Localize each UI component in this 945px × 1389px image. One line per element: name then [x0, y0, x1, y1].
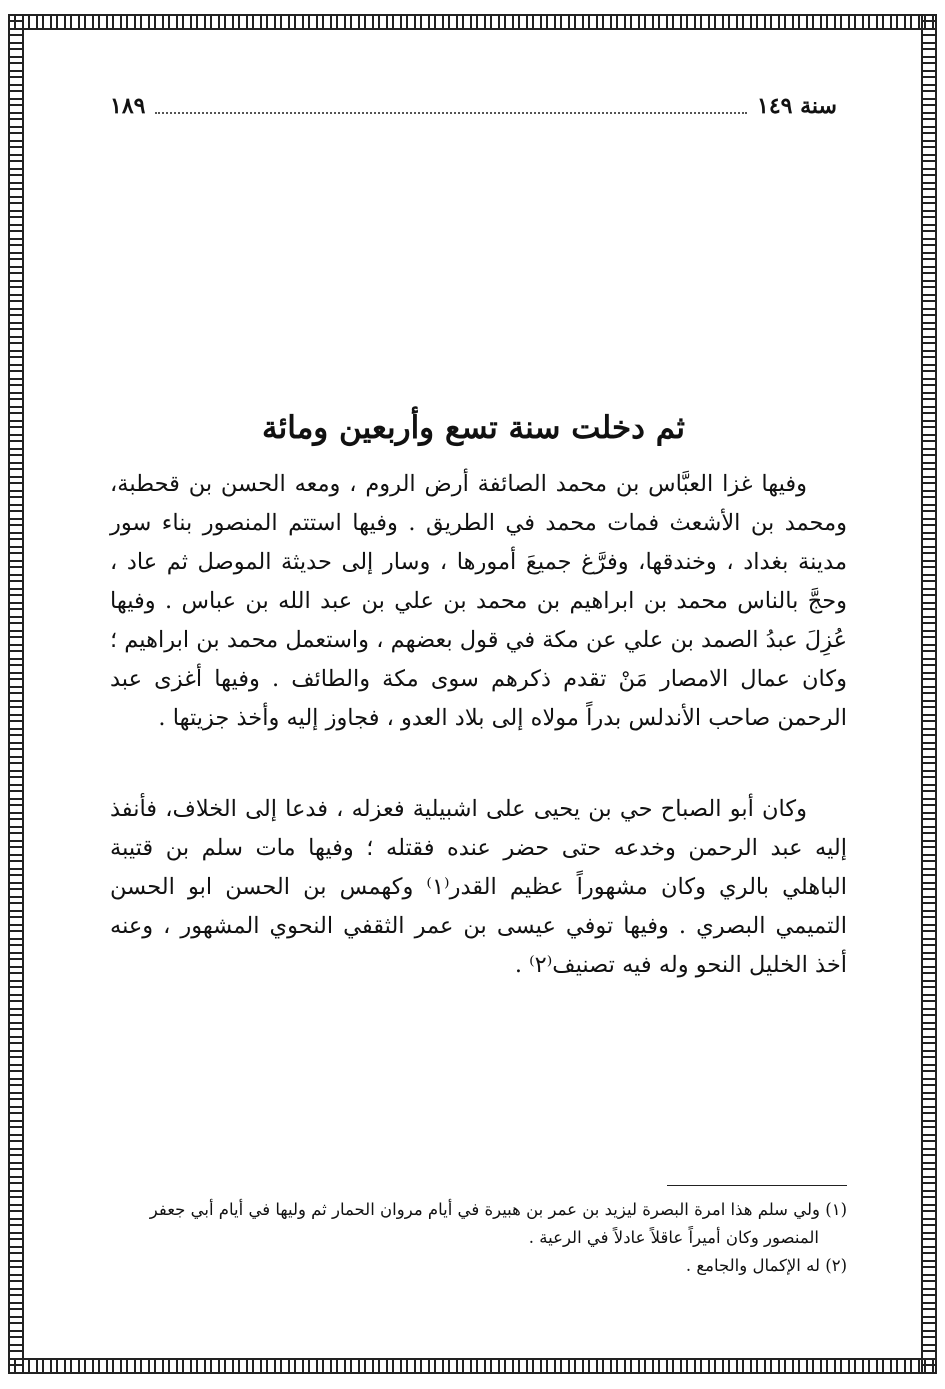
paragraph-text: وفيها غزا العبَّاس بن محمد الصائفة أرض الروم ، ومعه الحسن بن قحطبة، ومحمد بن الأشعث فمات محمد في الطريق . وفيها استتم المنصور بناء سور مدينة بغداد ، وخندقها، وفرَّغ جميعَ أمورها ، وسار إلى حديثة الموصل ثم عاد ، وحجَّ بالناس محمد بن ابراهيم بن محمد بن علي بن عبد الله بن عباس . وفيها عُزِلَ عبدُ الصمد بن علي عن مكة في قول بعضهم ، واستعمل محمد بن ابراهيم ؛ وكان عمال الامصار مَنْ تقدم ذكرهم سوى مكة والطائف . وفيها أغزى عبد الرحمن صاحب الأندلس بدراً مولاه إلى بلاد العدو ، فجاوز إليه وأخذ جزيتها .: [110, 471, 847, 731]
body-paragraph-2: [110, 790, 847, 985]
paragraph-text: وكان أبو الصباح حي بن يحيى على اشبيلية فعزله ، فدعا إلى الخلاف، فأنفذ إليه عبد الرحمن وخدعه حتى حضر عنده فقتله ؛ وفيها مات سلم بن قتيبة الباهلي بالري وكان مشهوراً عظيم القدر⁽١⁾ وكهمس بن الحسن ابو الحسن التميمي البصري . وفيها توفي عيسى بن عمر الثقفي النحوي المشهور ، وعنه أخذ الخليل النحو وله فيه تصنيف⁽٢⁾ .: [110, 796, 847, 978]
footnote-2: (٢) له الإكمال والجامع .: [685, 1256, 847, 1275]
footnote-1: (١) ولي سلم هذا امرة البصرة ليزيد بن عمر بن هبيرة في أيام مروان الحمار ثم وليها في أيام أبي جعفر: [149, 1200, 847, 1219]
body-paragraph-1: [110, 465, 847, 738]
footnotes: [110, 1196, 847, 1280]
ornamental-border-left: [8, 14, 24, 1374]
footnote-separator: [667, 1185, 847, 1186]
footnote-1-continuation: المنصور وكان أميراً عاقلاً عادلاً في الرعية .: [528, 1228, 819, 1247]
section-heading: ثم دخلت سنة تسع وأربعين ومائة: [262, 410, 685, 446]
running-header-year: سنة ١٤٩: [757, 93, 837, 119]
running-header: [110, 88, 837, 124]
page-number: ١٨٩: [110, 93, 146, 119]
ornamental-border-bottom: [8, 1358, 937, 1374]
ornamental-border-top: [8, 14, 937, 30]
header-dot-leader: [155, 98, 747, 114]
ornamental-border-right: [921, 14, 937, 1374]
